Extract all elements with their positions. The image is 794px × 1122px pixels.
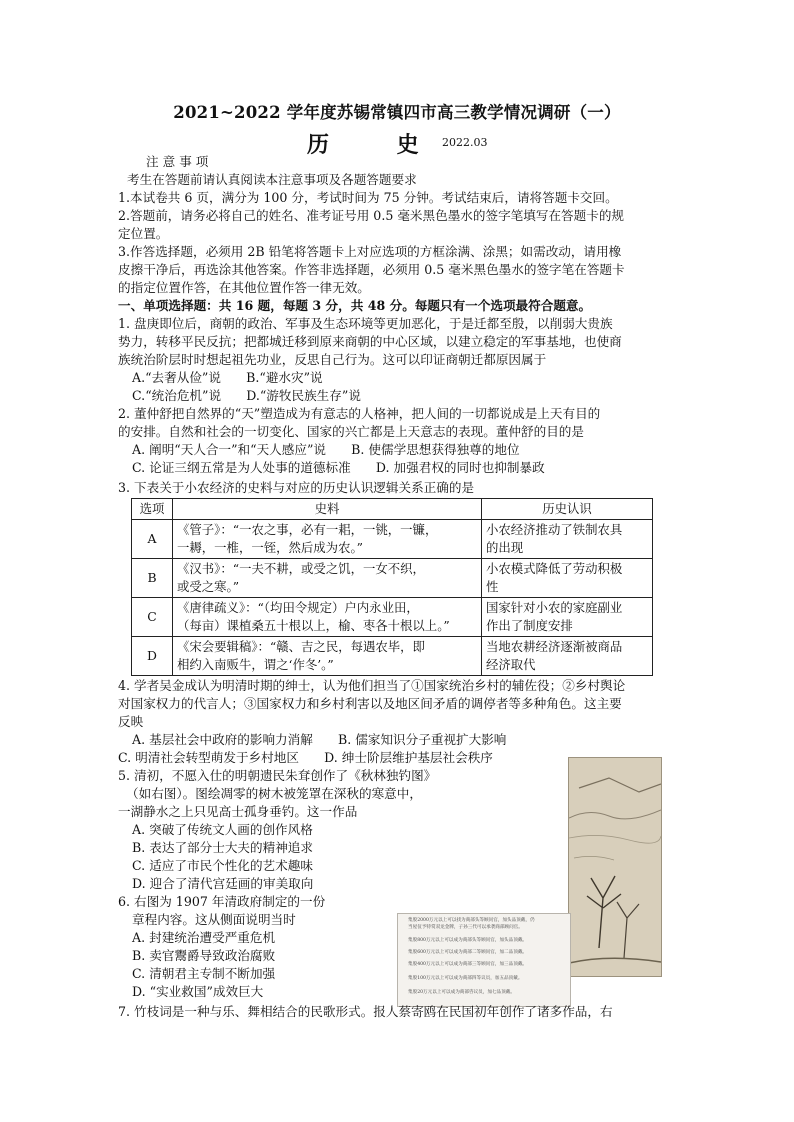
regulation-image (397, 913, 571, 1007)
regulation-line: 集股800万元以上可以成为商部头等顾问官，加头品顶戴。 (408, 938, 528, 943)
source-table (131, 498, 653, 676)
table-header: 历史认识 (482, 499, 653, 520)
source-cell: 《管子》：“一农之事，必有一耜，一铫，一镰， 一耨，一椎，一铚，然后成为农。” (173, 520, 482, 559)
table-row (132, 637, 653, 676)
exam-date: 2022.03 (442, 136, 488, 149)
source-cell: 《宋会要辑稿》：“赣、吉之民，每遇农毕，即 相约入南贩牛，谓之‘作冬’。” (173, 637, 482, 676)
view-cell: 国家针对小农的家庭副业 作出了制度安排 (482, 598, 653, 637)
option-cell: B (132, 559, 173, 598)
q2-stem: 2. 董仲舒把自然界的“天”塑造成为有意志的人格神，把人间的一切都说成是上天有目的 (118, 406, 601, 421)
notice-line: 2.答题前，请务必将自己的姓名、准考证号用 0.5 毫米黑色墨水的签字笔填写在答题卡的规 (118, 208, 625, 223)
notice-line: 的指定位置作答，在其他位置作答一律无效。 (118, 280, 370, 295)
q3-stem: 3. 下表关于小农经济的史料与对应的历史认识逻辑关系正确的是 (118, 480, 475, 495)
regulation-line: 集股100万元以上可以成为商部四等议员，加五品顶戴。 (408, 976, 523, 981)
q1-stem: 族统治阶层时时想起祖先功业，反思自己行为。这可以印证商朝迁都原因属于 (118, 352, 547, 367)
q6-option: A. 封建统治遭受严重危机 (132, 930, 276, 945)
q1-stem: 势力，转移平民反抗；把都城迁移到原来商朝的中心区域，以建立稳定的军事基地，也使商 (118, 334, 622, 349)
notice-heading: 注 意 事 项 (146, 154, 209, 169)
q5-option: B. 表达了部分士大夫的精神追求 (132, 840, 313, 855)
exam-title: 2021~2022 学年度苏锡常镇四市高三教学情况调研（一） (173, 103, 621, 122)
option-cell: C (132, 598, 173, 637)
view-cell: 当地农耕经济逐渐被商品 经济取代 (482, 637, 653, 676)
q5-stem: （如右图）。图绘凋零的树木被笼罩在深秋的寒意中， (126, 786, 422, 801)
regulation-line: 当屋仪予特赏双龙金牌，子孙三代可以承袭商部顾问官。 (408, 925, 523, 930)
q4-stem: 对国家权力的代言人；③国家权力和乡村利害以及地区间矛盾的调停者等多种角色。这主要 (118, 696, 622, 711)
notice-line: 皮擦干净后，再选涂其他答案。作答非选择题，必须用 0.5 毫米黑色墨水的签字笔在答题卡 (118, 262, 625, 277)
q5-option: C. 适应了市民个性化的艺术趣味 (132, 858, 313, 873)
source-cell: 《汉书》：“一夫不耕，或受之饥，一女不织， 或受之寒。” (173, 559, 482, 598)
q5-stem: 5. 清初，不愿入仕的明朝遗民朱耷创作了《秋林独钓图》 (118, 768, 437, 783)
q6-option: D. “实业救国”成效巨大 (132, 984, 264, 999)
table-row (132, 598, 653, 637)
table-header-row (132, 499, 653, 520)
q7-stem: 7. 竹枝词是一种与乐、舞相结合的民歌形式。报人蔡寄鸥在民国初年创作了诸多作品，右 (118, 1004, 613, 1019)
regulation-line: 集股20万元以上可以成为商部咨议员，加七品顶戴。 (408, 990, 515, 995)
notice-line: 考生在答题前请认真阅读本注意事项及各题答题要求 (127, 172, 417, 187)
view-cell: 小农经济推动了铁制农具 的出现 (482, 520, 653, 559)
q4-option: A. 基层社会中政府的影响力消解 B. 儒家知识分子重视扩大影响 (132, 732, 507, 747)
subject-title: 历 史 (307, 132, 449, 158)
table-header: 选项 (132, 499, 173, 520)
view-cell: 小农模式降低了劳动积极 性 (482, 559, 653, 598)
q4-stem: 4. 学者吴金成认为明清时期的绅士，认为他们担当了①国家统治乡村的辅佐役；②乡村舆论 (118, 678, 626, 693)
q6-option: B. 卖官鬻爵导致政治腐败 (132, 948, 276, 963)
q5-stem: 一湖静水之上只见高士孤身垂钓。这一作品 (118, 804, 358, 819)
regulation-line: 集股2000万元以上可以找为商部头等顾问官，加头品顶戴，仍 (408, 918, 535, 923)
table-row (132, 520, 653, 559)
q6-stem: 章程内容。这从侧面说明当时 (132, 912, 296, 927)
notice-line: 3.作答选择题，必须用 2B 铅笔将答题卡上对应选项的方框涂满、涂黑；如需改动，请用橡 (118, 244, 622, 259)
q5-option: D. 迎合了清代宫廷画的审美取向 (132, 876, 314, 891)
table-header: 史料 (173, 499, 482, 520)
table-row (132, 559, 653, 598)
painting-sketch (569, 758, 661, 976)
q4-option: C. 明清社会转型萌发于乡村地区 D. 绅士阶层维护基层社会秩序 (118, 750, 493, 765)
regulation-line: 集股600万元以上可以成为商部二等顾问官，加二品顶戴。 (408, 950, 528, 955)
source-cell: 《唐律疏义》：“（均田令规定）户内永业田， （每亩）课植桑五十根以上，榆、枣各十根以上。” (173, 598, 482, 637)
notice-line: 1.本试卷共 6 页，满分为 100 分，考试时间为 75 分钟。考试结束后，请将答题卡交回。 (118, 190, 618, 205)
notice-line: 定位置。 (118, 226, 169, 241)
landscape-painting (568, 757, 662, 977)
option-cell: A (132, 520, 173, 559)
q6-stem: 6. 右图为 1907 年清政府制定的一份 (118, 894, 326, 909)
q2-option: C. 论证三纲五常是为人处事的道德标准 D. 加强君权的同时也抑制暴政 (132, 460, 545, 475)
regulation-line: 集股400万元以上可以成为商部三等顾问官，加三品顶戴。 (408, 962, 528, 967)
section-heading: 一、单项选择题：共 16 题，每题 3 分，共 48 分。每题只有一个选项最符合题意。 (118, 298, 592, 313)
q2-stem: 的安排。自然和社会的一切变化、国家的兴亡都是上天意志的表现。董仲舒的目的是 (118, 424, 584, 439)
q2-option: A. 阐明“天人合一”和“天人感应”说 B. 使儒学思想获得独尊的地位 (132, 442, 520, 457)
option-cell: D (132, 637, 173, 676)
q1-option: C.“统治危机”说 D.“游牧民族生存”说 (132, 388, 361, 403)
q1-stem: 1. 盘庚即位后，商朝的政治、军事及生态环境等更加恶化，于是迁都至殷，以削弱大贵族 (118, 316, 613, 331)
q6-option: C. 清朝君主专制不断加强 (132, 966, 276, 981)
q4-stem: 反映 (118, 714, 144, 729)
q5-option: A. 突破了传统文人画的创作风格 (132, 822, 313, 837)
q1-option: A.“去奢从俭”说 B.“避水灾”说 (132, 370, 323, 385)
